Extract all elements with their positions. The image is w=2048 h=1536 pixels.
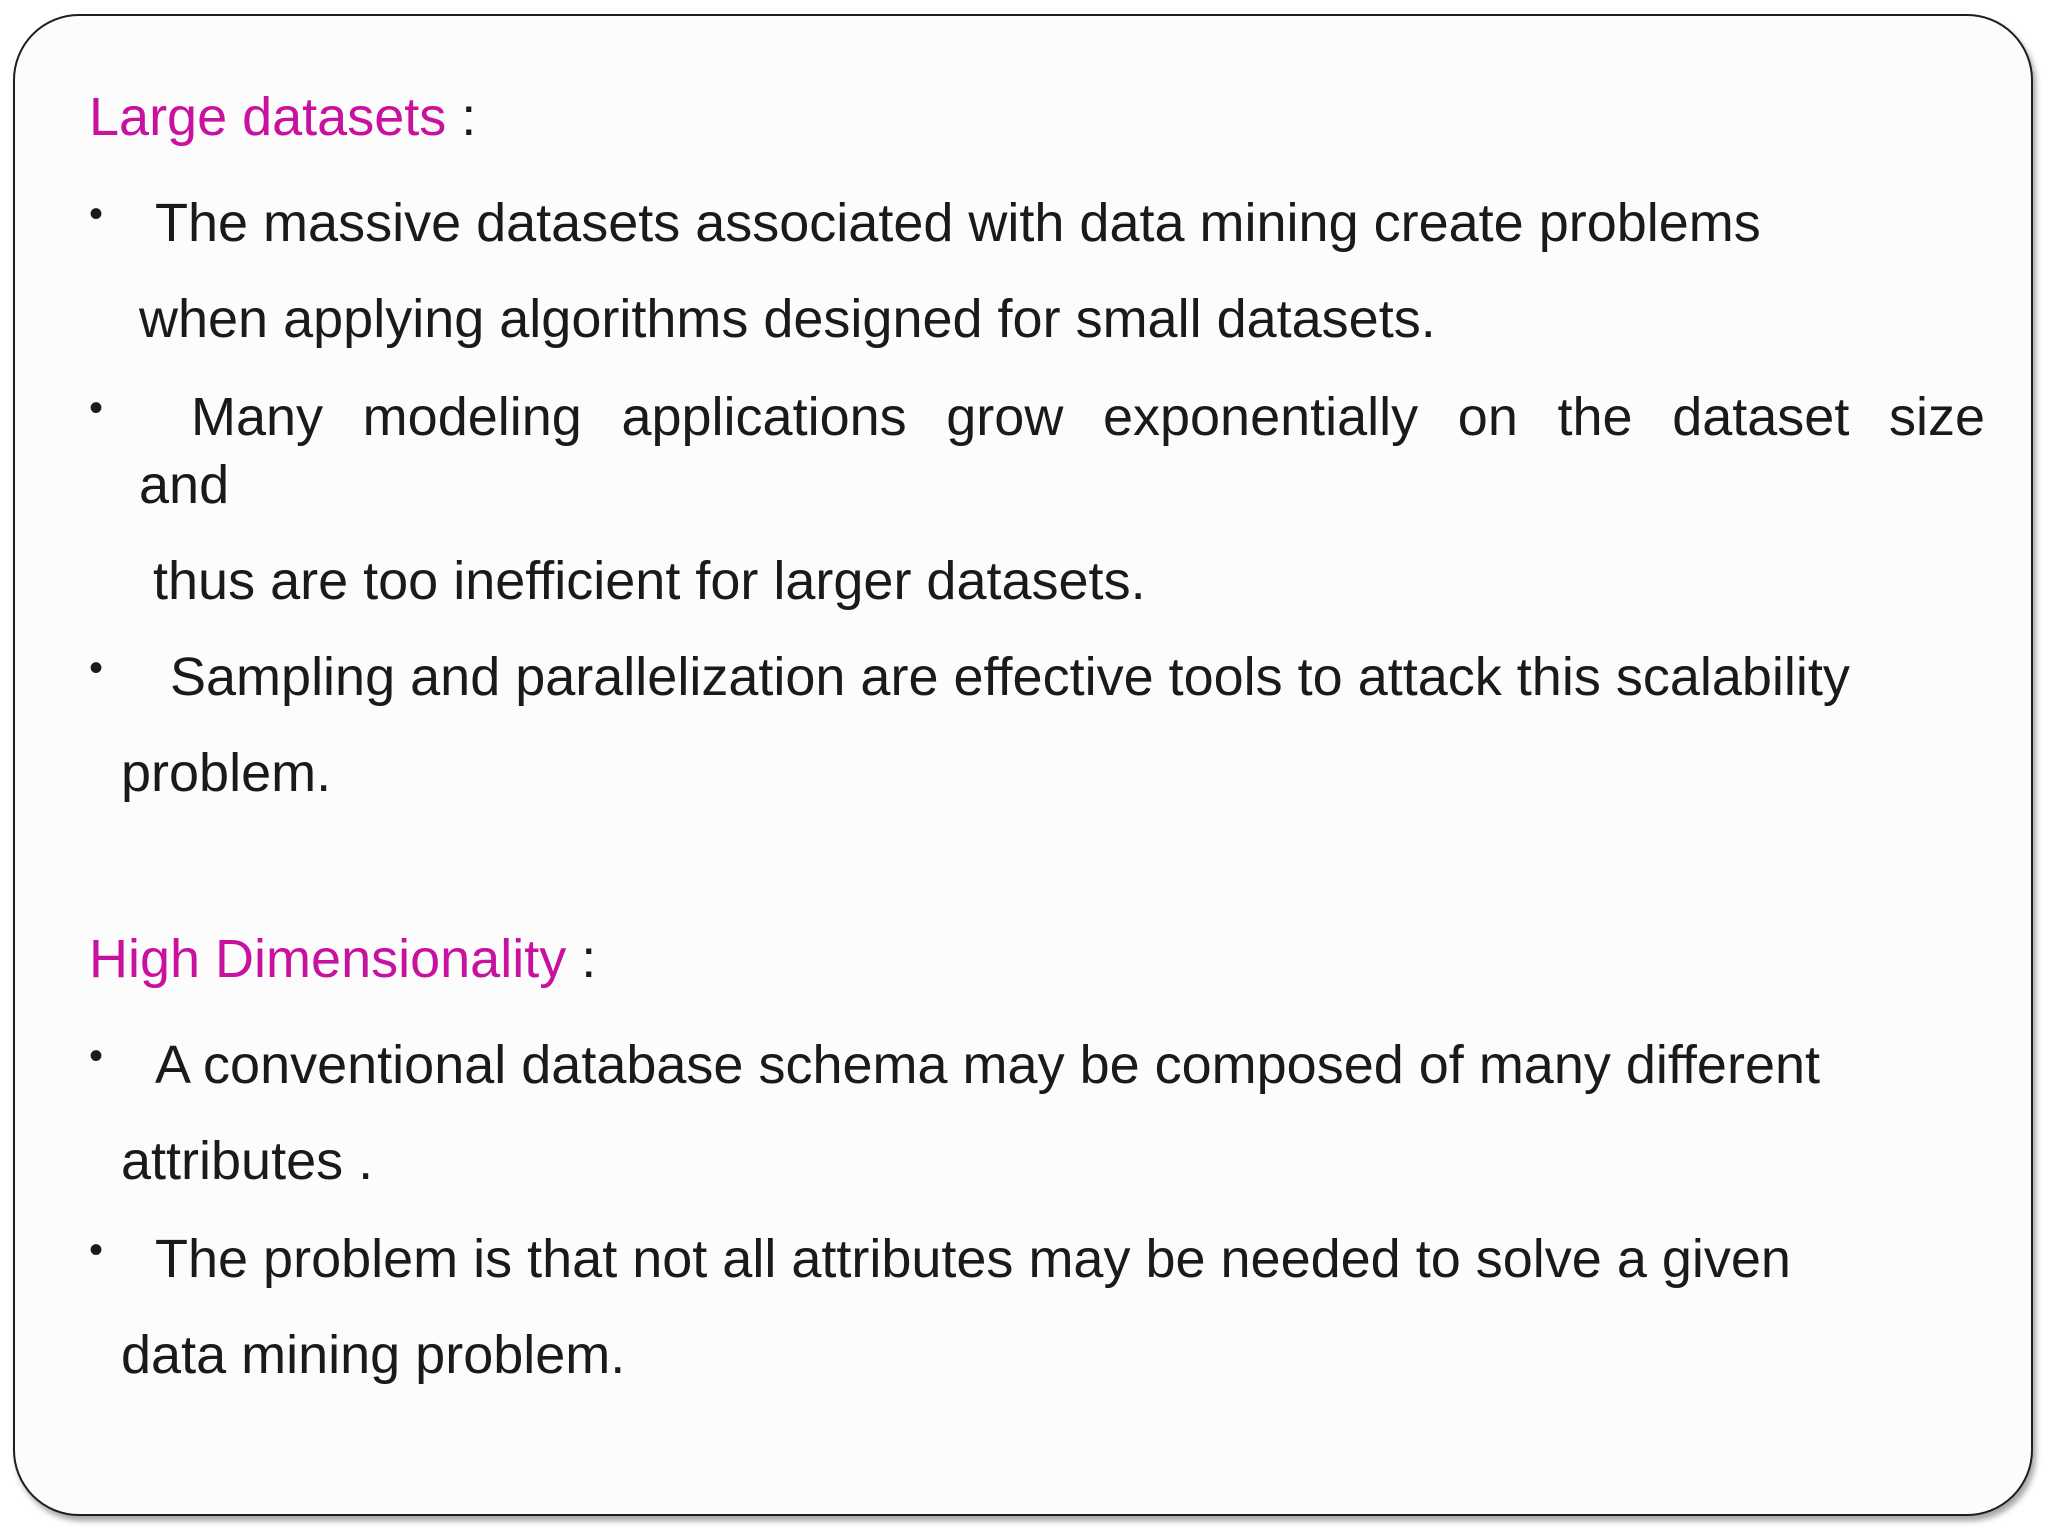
bullet-icon: • [89, 1034, 104, 1078]
bullet-text-line: Sampling and parallelization are effective tools to attack this scalability [170, 647, 1850, 707]
section-heading-high-dimensionality [89, 926, 596, 992]
bullet-text-line: A conventional database schema may be composed of many different [155, 1035, 1821, 1095]
section-heading-label: High Dimensionality [89, 929, 567, 989]
bullet-icon: • [89, 192, 104, 236]
bullet-text-line: Many modeling applications grow exponentially on the dataset size [191, 387, 1985, 447]
bullet-icon: • [89, 646, 104, 690]
section-heading-large-datasets [89, 84, 476, 150]
bullet-icon: • [89, 1228, 104, 1272]
section-heading-colon: : [581, 929, 597, 989]
bullet-text-line: thus are too inefficient for larger datasets. [153, 551, 1146, 611]
bullet-text-line: and [139, 455, 230, 515]
section-heading-colon: : [461, 87, 477, 147]
bullet-icon: • [89, 386, 104, 430]
bullet-text-line: when applying algorithms designed for small datasets. [139, 289, 1436, 349]
bullet-text-line: data mining problem. [121, 1325, 626, 1385]
bullet-text-line: problem. [121, 743, 332, 803]
bullet-text-line: The problem is that not all attributes may be needed to solve a given [155, 1229, 1791, 1289]
section-heading-label: Large datasets [89, 87, 447, 147]
bullet-text-line: The massive datasets associated with data mining create problems [155, 193, 1761, 253]
bullet-text-line: attributes . [121, 1131, 374, 1191]
slide-frame [13, 14, 2033, 1516]
